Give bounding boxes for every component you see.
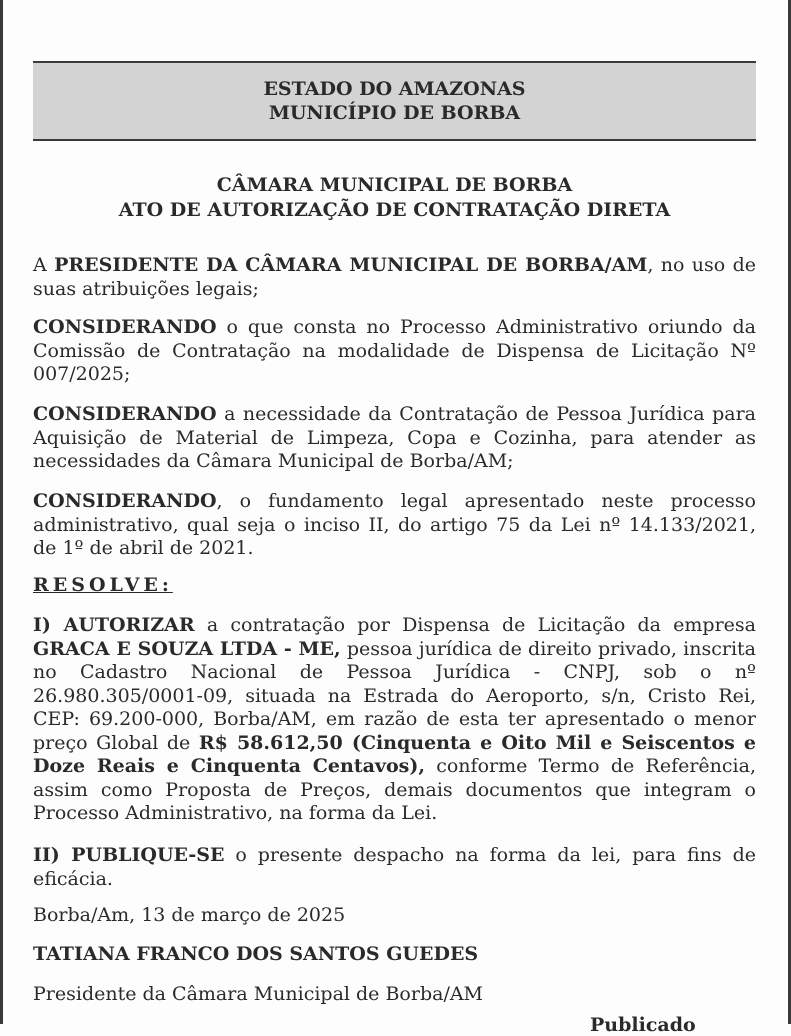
considerando-3 — [33, 490, 756, 561]
signatory-name: TATIANA FRANCO DOS SANTOS GUEDES — [33, 943, 479, 965]
left-border — [0, 0, 3, 1024]
signatory-role: Presidente da Câmara Municipal de Borba/AM — [33, 983, 484, 1005]
item-2-label: II) PUBLIQUE-SE — [33, 844, 225, 866]
intro-paragraph — [33, 254, 756, 301]
item-2-publish — [33, 844, 756, 891]
header-box — [33, 61, 756, 141]
date-line: Borba/Am, 13 de março de 2025 — [33, 904, 346, 926]
header-municipality: MUNICÍPIO DE BORBA — [268, 102, 521, 124]
considerando-3-label: CONSIDERANDO — [33, 490, 217, 512]
footer-cut-text: Publicado — [590, 1014, 696, 1036]
considerando-3-text: , o fundamento legal apresentado neste processo administrativo, qual seja o inciso II, do artigo 75 da Lei nº 14.133/2021, de 1º de abril de 2021. — [33, 490, 756, 559]
resolve-label: RESOLVE: — [33, 574, 173, 596]
considerando-2-text: a necessidade da Contratação de Pessoa Jurídica para Aquisição de Material de Limpeza, Copa e Cozinha, para atender as necessidades da Câmara Municipal de Borba/AM; — [33, 403, 756, 472]
item-1-label: I) AUTORIZAR — [33, 614, 195, 636]
document-title — [33, 173, 756, 223]
considerando-2 — [33, 403, 756, 474]
company-name: GRACA E SOUZA LTDA - ME, — [33, 637, 341, 660]
considerando-2-label: CONSIDERANDO — [33, 403, 217, 425]
header-state: ESTADO DO AMAZONAS — [263, 78, 526, 100]
intro-rest: , no uso de suas atribuições legais; — [33, 254, 757, 300]
item-2-text: o presente despacho na forma da lei, para fins de eficácia. — [33, 844, 756, 890]
resolve-heading — [33, 574, 756, 598]
item-1-text-a: a contratação por Dispensa de Licitação da empresa — [194, 614, 756, 636]
considerando-1-label: CONSIDERANDO — [33, 316, 217, 338]
item-1-text-b: pessoa jurídica de direito privado, inscrita no Cadastro Nacional de Pessoa Jurídica - CNPJ, sob o nº 26.980.305/0001-09, situada na Estrada do Aeroporto, s/n, Cristo Rei, CEP: 69.200-000, Borba/AM, em razão de esta ter apresentado o menor preço Global de — [33, 637, 757, 754]
title-chamber: CÂMARA MUNICIPAL DE BORBA — [216, 174, 573, 196]
intro-prefix: A — [33, 254, 55, 276]
considerando-1-text: o que consta no Processo Administrativo oriundo da Comissão de Contratação na modalidade de Dispensa de Licitação Nº 007/2025; — [33, 316, 756, 385]
intro-bold: PRESIDENTE DA CÂMARA MUNICIPAL DE BORBA/AM — [54, 254, 648, 276]
considerando-1 — [33, 316, 756, 387]
title-act: ATO DE AUTORIZAÇÃO DE CONTRATAÇÃO DIRETA — [118, 199, 671, 221]
item-1-authorize — [33, 614, 756, 826]
contract-amount: R$ 58.612,50 (Cinquenta e Oito Mil e Seiscentos e Doze Reais e Cinquenta Centavos), — [33, 731, 756, 777]
item-1-text-c: conforme Termo de Referência, assim como Proposta de Preços, demais documentos que integram o Processo Administrativo, na forma da Lei. — [33, 755, 756, 824]
